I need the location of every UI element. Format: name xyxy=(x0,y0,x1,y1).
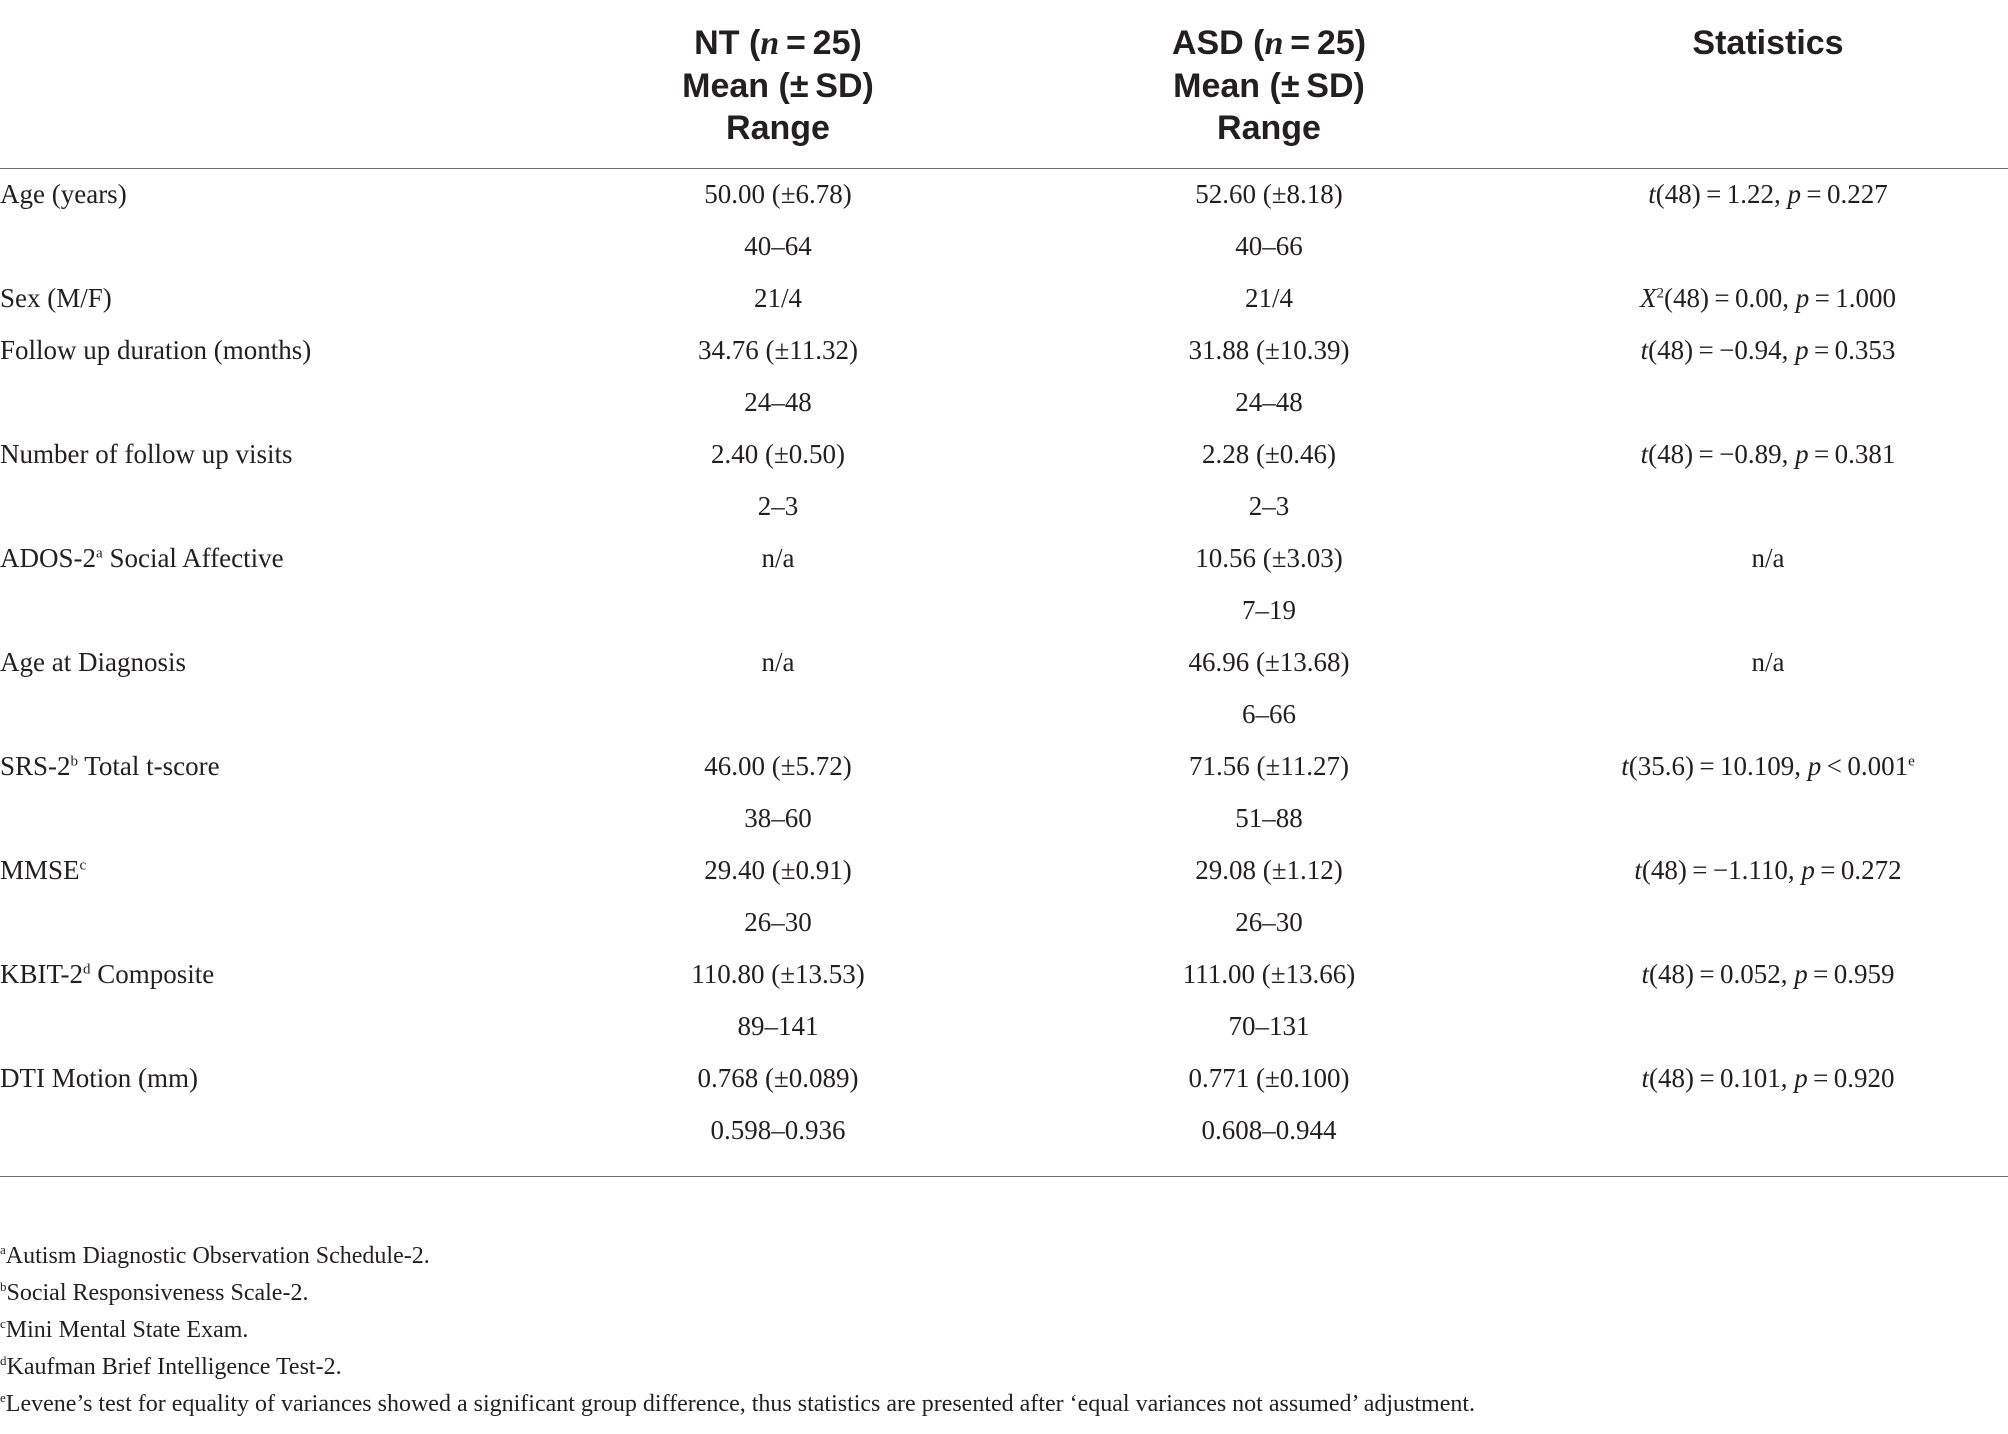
stat-df-value: (48) = 0.00, xyxy=(1663,283,1796,313)
table-row-range xyxy=(0,1000,2008,1052)
footnotes xyxy=(0,1238,2008,1423)
asd-mean-value: 31.88 (±10.39) xyxy=(1188,335,1350,365)
p-symbol: p xyxy=(1787,179,1801,209)
nt-mean-value: 29.40 (±0.91) xyxy=(704,855,852,885)
nt-mean-value: 0.768 (±0.089) xyxy=(697,1063,859,1093)
stat-symbol: t xyxy=(1640,439,1649,469)
statistics-value xyxy=(1570,324,1966,376)
header-nt-group-name: NT xyxy=(694,24,740,62)
footnote xyxy=(0,1349,2008,1386)
asd-mean-value: 21/4 xyxy=(1244,283,1293,313)
statistics-value: n/a xyxy=(1751,543,1785,573)
p-symbol: p xyxy=(1807,751,1822,781)
stat-df-value: (48) = 0.101, xyxy=(1648,1063,1795,1093)
header-nt-title: NT (n = 25) xyxy=(694,24,862,62)
asd-range-value: 0.608–0.944 xyxy=(1201,1115,1337,1145)
footnote-marker: b xyxy=(70,753,79,770)
row-label: Number of follow up visits xyxy=(0,439,293,469)
p-symbol: p xyxy=(1795,439,1809,469)
table-row xyxy=(0,168,2008,220)
nt-mean-value: 50.00 (±6.78) xyxy=(704,179,852,209)
table-row-range xyxy=(0,688,2008,740)
row-label: Sex (M/F) xyxy=(0,283,112,313)
p-value: < 0.001 xyxy=(1821,751,1909,781)
footnote-marker: c xyxy=(0,1315,6,1331)
nt-mean-value: 34.76 (±11.32) xyxy=(697,335,859,365)
row-label: Follow up duration (months) xyxy=(0,335,312,365)
footnote-marker: a xyxy=(96,545,103,562)
stat-symbol: X xyxy=(1639,283,1657,313)
row-label-text: SRS-2 xyxy=(0,751,71,781)
footnote-text: Levene’s test for equality of variances showed a significant group difference, thus statistics are presented after ‘equal variances not assumed’ adjustment. xyxy=(5,1391,1476,1417)
nt-mean-value: n/a xyxy=(761,647,795,677)
p-symbol: p xyxy=(1795,335,1809,365)
table-row-range xyxy=(0,792,2008,844)
footnote-marker: a xyxy=(0,1241,6,1257)
table-row xyxy=(0,428,2008,480)
header-nt-stat-line: Mean (± SD) xyxy=(682,67,874,105)
footnote-text: Kaufman Brief Intelligence Test-2. xyxy=(6,1354,342,1380)
p-value: = 0.272 xyxy=(1814,855,1902,885)
asd-range-value: 70–131 xyxy=(1228,1011,1310,1041)
table-row-range xyxy=(0,1104,2008,1156)
nt-range-value: 0.598–0.936 xyxy=(710,1115,846,1145)
table-row xyxy=(0,948,2008,1000)
row-label xyxy=(0,532,284,584)
table-row xyxy=(0,532,2008,584)
statistics-value xyxy=(1570,1052,1966,1104)
nt-mean-value: 21/4 xyxy=(753,283,802,313)
footnote xyxy=(0,1312,2008,1349)
asd-mean-value: 2.28 (±0.46) xyxy=(1201,439,1337,469)
footnote-marker: c xyxy=(79,857,87,874)
p-value: = 0.353 xyxy=(1808,335,1896,365)
nt-range-value: 40–64 xyxy=(744,231,812,261)
stat-df-value: (48) = −1.110, xyxy=(1641,855,1802,885)
statistics-value xyxy=(1570,948,1966,1000)
asd-mean-value: 111.00 (±13.66) xyxy=(1182,959,1356,989)
nt-mean-value: 2.40 (±0.50) xyxy=(710,439,846,469)
stat-df-value: (48) = −0.94, xyxy=(1648,335,1796,365)
table-row xyxy=(0,740,2008,792)
row-label-suffix: Social Affective xyxy=(102,543,284,573)
nt-mean-value: n/a xyxy=(761,543,795,573)
stat-symbol: t xyxy=(1648,179,1656,209)
stat-df-value: (35.6) = 10.109, xyxy=(1628,751,1808,781)
statistics-value xyxy=(1570,428,1966,480)
stat-symbol: t xyxy=(1634,855,1642,885)
header-asd-group xyxy=(1074,22,1464,149)
asd-mean-value: 71.56 (±11.27) xyxy=(1188,751,1350,781)
header-asd-n-label: n xyxy=(1264,25,1284,62)
row-label xyxy=(0,740,220,792)
asd-range-value: 40–66 xyxy=(1235,231,1303,261)
footnote-text: Social Responsiveness Scale-2. xyxy=(6,1280,309,1306)
footnote xyxy=(0,1386,2008,1423)
table-row xyxy=(0,844,2008,896)
asd-range-value: 26–30 xyxy=(1235,907,1303,937)
row-label xyxy=(0,948,214,1000)
nt-range-value: 26–30 xyxy=(744,907,812,937)
row-label xyxy=(0,844,86,896)
table-row-range xyxy=(0,220,2008,272)
stat-symbol: t xyxy=(1640,335,1649,365)
p-symbol: p xyxy=(1794,959,1808,989)
asd-mean-value: 10.56 (±3.03) xyxy=(1195,543,1343,573)
header-asd-title: ASD (n = 25) xyxy=(1171,24,1367,62)
table-row xyxy=(0,1052,2008,1104)
header-asd-range-line: Range xyxy=(1217,109,1321,147)
header-nt-n-label: n xyxy=(760,25,780,62)
p-value: = 0.381 xyxy=(1808,439,1896,469)
row-label-text: MMSE xyxy=(0,855,80,885)
header-statistics xyxy=(1570,22,1966,64)
row-label: Age at Diagnosis xyxy=(0,647,186,677)
asd-range-value: 7–19 xyxy=(1242,595,1296,625)
table-row-range xyxy=(0,480,2008,532)
footnote-text: Mini Mental State Exam. xyxy=(5,1317,249,1343)
statistics-value xyxy=(1570,168,1966,220)
table-bottom-rule xyxy=(0,1176,2008,1177)
nt-mean-value: 46.00 (±5.72) xyxy=(704,751,852,781)
row-label-suffix: Composite xyxy=(90,959,215,989)
stat-superscript: 2 xyxy=(1656,285,1664,302)
asd-mean-value: 52.60 (±8.18) xyxy=(1195,179,1343,209)
nt-range-value: 2–3 xyxy=(757,491,799,521)
table-row-range xyxy=(0,896,2008,948)
nt-mean-value: 110.80 (±13.53) xyxy=(691,959,865,989)
header-nt-range-line: Range xyxy=(726,109,830,147)
footnote-marker: b xyxy=(0,1278,7,1294)
footnote xyxy=(0,1238,2008,1275)
footnote-marker: e xyxy=(0,1389,6,1405)
footnote-marker: d xyxy=(0,1352,7,1368)
asd-mean-value: 46.96 (±13.68) xyxy=(1188,647,1350,677)
p-value: = 1.000 xyxy=(1809,283,1897,313)
statistics-value xyxy=(1570,740,1966,792)
asd-range-value: 2–3 xyxy=(1248,491,1290,521)
header-asd-stat-line: Mean (± SD) xyxy=(1173,67,1365,105)
footnote-marker: e xyxy=(1908,753,1915,770)
p-symbol: p xyxy=(1795,283,1810,313)
row-label-text: KBIT-2 xyxy=(0,959,84,989)
p-value: = 0.959 xyxy=(1807,959,1895,989)
row-label: Age (years) xyxy=(0,179,127,209)
footnote-marker: d xyxy=(83,961,91,978)
stat-symbol: t xyxy=(1641,959,1649,989)
table-row xyxy=(0,272,2008,324)
row-label-suffix: Total t-score xyxy=(78,751,220,781)
table-header xyxy=(0,22,2008,152)
p-value: = 0.920 xyxy=(1807,1063,1895,1093)
footnote xyxy=(0,1275,2008,1312)
asd-range-value: 24–48 xyxy=(1235,387,1303,417)
nt-range-value: 89–141 xyxy=(737,1011,819,1041)
statistics-value xyxy=(1570,844,1966,896)
stat-df-value: (48) = −0.89, xyxy=(1648,439,1796,469)
p-symbol: p xyxy=(1801,855,1815,885)
asd-mean-value: 29.08 (±1.12) xyxy=(1195,855,1343,885)
asd-mean-value: 0.771 (±0.100) xyxy=(1188,1063,1350,1093)
asd-range-value: 6–66 xyxy=(1242,699,1296,729)
stat-symbol: t xyxy=(1621,751,1629,781)
footnote-text: Autism Diagnostic Observation Schedule-2. xyxy=(5,1243,430,1269)
p-value: = 0.227 xyxy=(1801,179,1888,209)
row-label: DTI Motion (mm) xyxy=(0,1063,198,1093)
header-nt-n-value: 25 xyxy=(812,24,851,62)
stat-symbol: t xyxy=(1641,1063,1649,1093)
header-nt-group xyxy=(583,22,973,149)
header-statistics-label: Statistics xyxy=(1692,24,1844,62)
nt-range-value: 38–60 xyxy=(744,803,812,833)
table-row xyxy=(0,324,2008,376)
stat-df-value: (48) = 1.22, xyxy=(1655,179,1788,209)
table-row-range xyxy=(0,376,2008,428)
header-asd-n-value: 25 xyxy=(1316,24,1355,62)
statistics-value xyxy=(1570,272,1966,324)
statistics-value: n/a xyxy=(1751,647,1785,677)
p-symbol: p xyxy=(1794,1063,1808,1093)
table-row-range xyxy=(0,584,2008,636)
asd-range-value: 51–88 xyxy=(1235,803,1303,833)
table-row xyxy=(0,636,2008,688)
nt-range-value: 24–48 xyxy=(744,387,812,417)
row-label-text: ADOS-2 xyxy=(0,543,97,573)
header-asd-group-name: ASD xyxy=(1171,24,1244,62)
stat-df-value: (48) = 0.052, xyxy=(1648,959,1795,989)
